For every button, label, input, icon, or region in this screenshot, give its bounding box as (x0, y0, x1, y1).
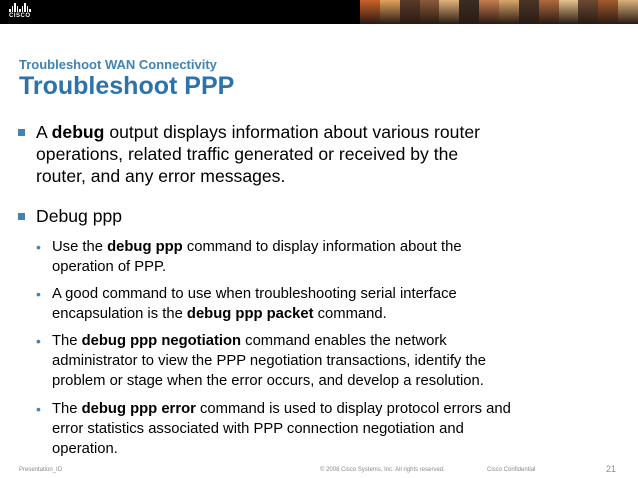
square-bullet-icon (18, 213, 25, 220)
keyword: debug ppp negotiation (81, 333, 242, 349)
photo-tile (459, 0, 479, 24)
text: administrator to view the PPP negotiation transactions, identify the (52, 353, 487, 369)
photo-tile (400, 0, 420, 24)
dot-bullet-icon: • (36, 239, 41, 255)
logo-text: CISCO (9, 13, 31, 19)
photo-tile (618, 0, 638, 24)
photo-tile (539, 0, 559, 24)
photo-tile (578, 0, 598, 24)
cisco-bridge-icon (9, 3, 37, 12)
photo-tile (499, 0, 519, 24)
header-bar (0, 0, 638, 24)
slide-title: Troubleshoot PPP (19, 72, 235, 100)
text: encapsulation is the (52, 306, 187, 322)
dot-bullet-icon: • (36, 333, 41, 349)
keyword: debug ppp error (81, 401, 196, 417)
text: operations, related traffic generated or received by the (36, 144, 459, 164)
photo-tile (380, 0, 400, 24)
slide-subtitle: Troubleshoot WAN Connectivity (19, 57, 217, 72)
text: command enables the network (241, 333, 447, 349)
cisco-logo (9, 3, 37, 21)
text: command to display information about the (182, 239, 462, 255)
footer-confidential: Cisco Confidential (487, 467, 536, 473)
page-number: 21 (606, 464, 617, 474)
keyword: debug ppp packet (186, 306, 314, 322)
text: output displays information about various router (104, 122, 480, 142)
text: command. (313, 306, 387, 322)
text: command is used to display protocol errors and (195, 401, 511, 417)
text: A good command to use when troubleshooting serial interface (52, 286, 457, 302)
photo-tile (420, 0, 440, 24)
photo-tile (519, 0, 539, 24)
footer-copyright: © 2008 Cisco Systems, Inc. All rights reserved. (320, 467, 445, 473)
photo-tile (439, 0, 459, 24)
text: error statistics associated with PPP connection negotiation and (52, 421, 464, 437)
photo-tile (598, 0, 618, 24)
text: Debug ppp (36, 206, 123, 226)
photo-tile (479, 0, 499, 24)
dot-bullet-icon: • (36, 401, 41, 417)
text: operation. (52, 441, 118, 457)
footer-presentation-id: Presentation_ID (19, 467, 63, 473)
people-photo-strip (360, 0, 638, 24)
text: Use the (52, 239, 108, 255)
square-bullet-icon (18, 129, 25, 136)
photo-tile (360, 0, 380, 24)
photo-tile (559, 0, 579, 24)
text: The (52, 333, 82, 349)
text: The (52, 401, 82, 417)
dot-bullet-icon: • (36, 286, 41, 302)
text: operation of PPP. (52, 259, 167, 275)
text: router, and any error messages. (36, 166, 286, 186)
keyword: debug ppp (107, 239, 183, 255)
text: A (36, 122, 52, 142)
text: problem or stage when the error occurs, and develop a resolution. (52, 373, 484, 389)
keyword: debug (51, 122, 105, 142)
